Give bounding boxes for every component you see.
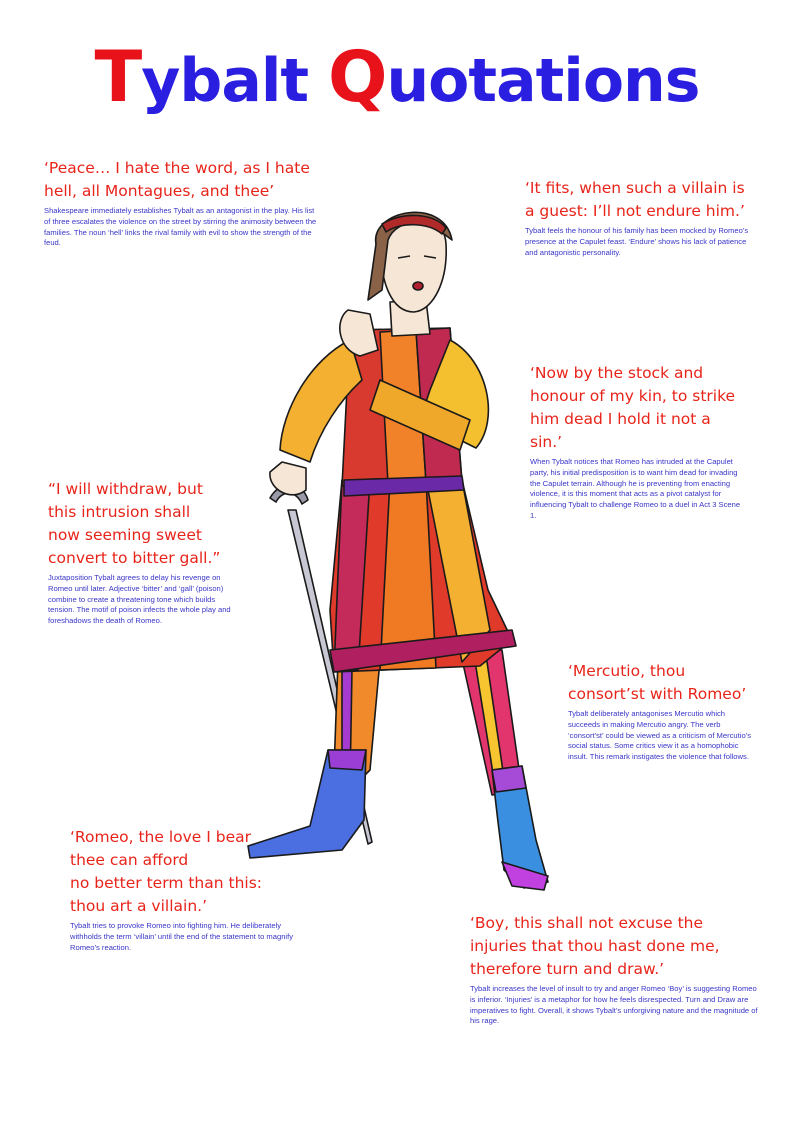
quote-block-mercutio <box>568 660 758 763</box>
title-word-uotations: uotations <box>386 46 700 116</box>
quote-block-boy-draw <box>470 912 760 1027</box>
quote-analysis: When Tybalt notices that Romeo has intruded at the Capulet party, his initial predisposition is to want him dead for invading the Capulet terrain. Although he is preventing from enacting violence, it is this moment that acts as a pivot catalyst for influencing Tybalt to challenge Romeo to a duel in Act 3 Scene 1. <box>530 457 741 520</box>
quote-text: ‘It fits, when such a villain is a guest: I’ll not endure him.’ <box>525 179 745 220</box>
title-letter-q: Q <box>327 36 387 118</box>
quote-text: ‘Romeo, the love I bear thee can afford no better term than this: thou art a villain.’ <box>70 828 262 915</box>
left-hand <box>270 462 306 495</box>
quote-analysis: Shakespeare immediately establishes Tybalt as an antagonist in the play. His list of three escalates the violence on the street by stirring the animosity between the families. The noun ‘hell’ links the rival family with evil to show the strength of the feud. <box>44 206 317 248</box>
title-word-ybalt: ybalt <box>141 46 309 116</box>
quote-analysis: Tybalt increases the level of insult to try and anger Romeo ‘Boy’ is suggesting Romeo is inferior. ‘Injuries’ is a metaphor for how he feels disrespected. Turn and Draw are imperatives to fight. Overall, it shows Tybalt’s unforgiving nature and the magnitude of his rage. <box>470 984 758 1026</box>
tybalt-illustration <box>230 210 560 900</box>
quote-text: ‘Peace… I hate the word, as I hate hell, all Montagues, and thee’ <box>44 159 310 200</box>
quote-block-stock-honour <box>530 362 745 522</box>
quote-analysis: Tybalt tries to provoke Romeo into fighting him. He deliberately withholds the term ‘villain’ until the end of the statement to magnify Romeo’s reaction. <box>70 921 294 952</box>
title-letter-t: T <box>94 36 142 118</box>
quote-text: ‘Mercutio, thou consort’st with Romeo’ <box>568 662 747 703</box>
quote-analysis: Juxtaposition Tybalt agrees to delay his revenge on Romeo until later. Adjective ‘bitter’ and ‘gall’ (poison) combine to create a threatening tone which builds tension. The motif of poison infects the whole play and foreshadows the death of Romeo. <box>48 573 231 626</box>
quote-text: ‘Now by the stock and honour of my kin, to strike him dead I hold it not a sin.’ <box>530 364 736 451</box>
page-title <box>0 36 794 118</box>
quote-analysis: Tybalt feels the honour of his family has been mocked by Romeo’s presence at the Capulet feast. ‘Endure’ shows his lack of patience and antagonistic personality. <box>525 226 749 257</box>
quote-analysis: Tybalt deliberately antagonises Mercutio which succeeds in making Mercutio angry. The verb ‘consort’st’ could be viewed as a criticism of Mercutio’s social status. Some critics view it as a homophobic insult. This remark instigates the violence that follows. <box>568 709 752 762</box>
quote-block-withdraw <box>48 478 233 627</box>
quote-text: “I will withdraw, but this intrusion shall now seeming sweet convert to bitter gall.” <box>48 480 221 567</box>
quote-block-villain-guest <box>525 177 760 258</box>
quote-text: ‘Boy, this shall not excuse the injuries that thou hast done me, therefore turn and draw.’ <box>470 914 720 978</box>
